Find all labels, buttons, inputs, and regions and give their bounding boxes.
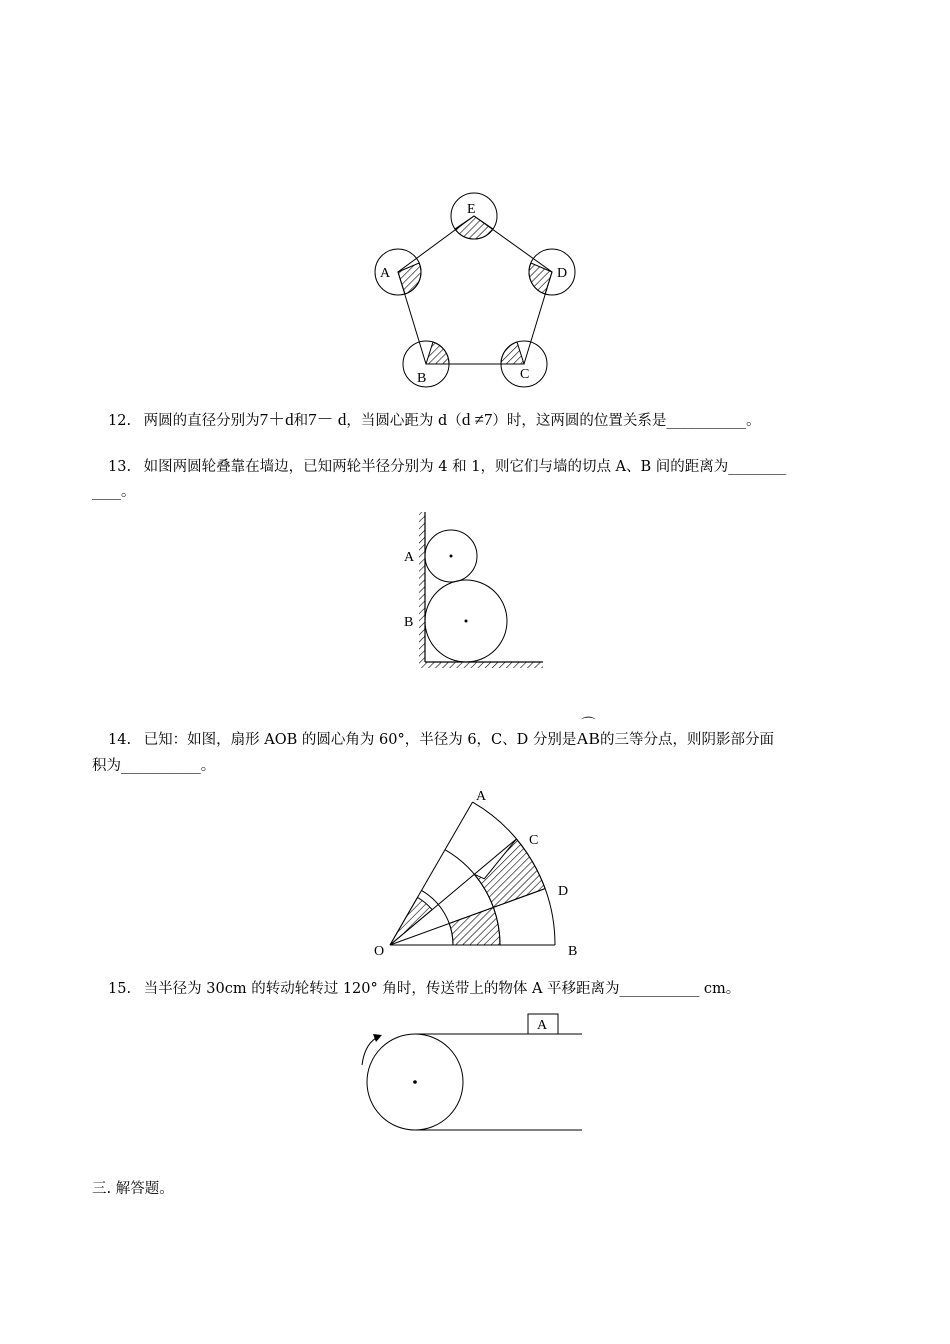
label-d: D bbox=[558, 884, 569, 899]
q12-text-4: ）时，这两圆的位置关系是___________。 bbox=[492, 413, 761, 429]
q15-number: 15. bbox=[108, 981, 132, 997]
label-b: B bbox=[568, 944, 578, 959]
label-b: B bbox=[404, 615, 414, 630]
q14-text-2: 的三等分点，则阴影部分面 bbox=[600, 732, 775, 748]
small-wheel-center bbox=[450, 555, 453, 558]
sector-figure bbox=[368, 785, 588, 960]
q13-text-1: 如图两圆轮叠靠在墙边，已知两轮半径分别为 4 和 1，则它们与墙的切点 A、B 间的距离为________ bbox=[143, 459, 787, 475]
conveyor-figure bbox=[355, 1008, 590, 1138]
question-13-line-2: ____。 bbox=[92, 484, 136, 500]
q12-expr-1: 7＋d bbox=[259, 410, 294, 429]
sector-e bbox=[455, 216, 493, 239]
q15-text: 当半径为 30cm 的转动轮转过 120° 角时，传送带上的物体 A 平移距离为___________ cm。 bbox=[143, 981, 741, 997]
sector-c bbox=[501, 342, 524, 364]
label-e: E bbox=[467, 202, 476, 217]
label-a: A bbox=[537, 1018, 548, 1033]
question-15 bbox=[108, 979, 740, 999]
wheels-wall-figure bbox=[395, 505, 555, 675]
arc-mark-icon: ⌒ bbox=[581, 718, 596, 733]
label-a: A bbox=[476, 789, 487, 804]
question-12 bbox=[108, 410, 761, 431]
q12-text-1: 两圆的直径分别为 bbox=[143, 413, 260, 429]
label-b: B bbox=[417, 371, 427, 386]
label-a: A bbox=[380, 266, 391, 281]
q12-expr-3: d ≠7 bbox=[461, 410, 493, 429]
arc-inner bbox=[422, 890, 454, 945]
section-3-title: 三. 解答题。 bbox=[92, 1181, 174, 1197]
q14-number: 14. bbox=[108, 732, 132, 748]
wall-hatch bbox=[419, 512, 425, 662]
q13-number: 13. bbox=[108, 459, 132, 475]
q12-text-2: 和 bbox=[293, 413, 309, 429]
rotation-arrow-head-icon bbox=[373, 1034, 382, 1042]
pentagon-circles-figure bbox=[360, 185, 590, 395]
label-o: O bbox=[374, 944, 385, 959]
shade-outer bbox=[474, 839, 545, 907]
sector-d bbox=[529, 263, 552, 294]
q14-text-1: 已知：如图，扇形 AOB 的圆心角为 60°，半径为 6，C、D 分别是 bbox=[143, 732, 577, 748]
label-c: C bbox=[529, 833, 539, 848]
question-13-line-1 bbox=[108, 457, 786, 477]
floor-hatch bbox=[419, 662, 543, 668]
q12-number: 12. bbox=[108, 413, 132, 429]
shade-middle bbox=[449, 907, 500, 945]
large-wheel-center bbox=[465, 620, 468, 623]
q14-arc-ab bbox=[576, 718, 601, 749]
drive-wheel-center bbox=[413, 1080, 417, 1084]
question-14-line-2: 积为___________。 bbox=[92, 758, 216, 774]
sector-b bbox=[426, 342, 449, 364]
label-a: A bbox=[404, 550, 415, 565]
sector-a bbox=[398, 263, 421, 294]
question-14-line-1 bbox=[108, 718, 775, 750]
q14-arc-label: AB bbox=[576, 729, 601, 748]
label-c: C bbox=[520, 367, 530, 382]
q12-expr-2: 7－ d bbox=[308, 410, 347, 429]
q12-text-3: ，当圆心距为 d（ bbox=[346, 413, 462, 429]
label-d: D bbox=[557, 266, 568, 281]
